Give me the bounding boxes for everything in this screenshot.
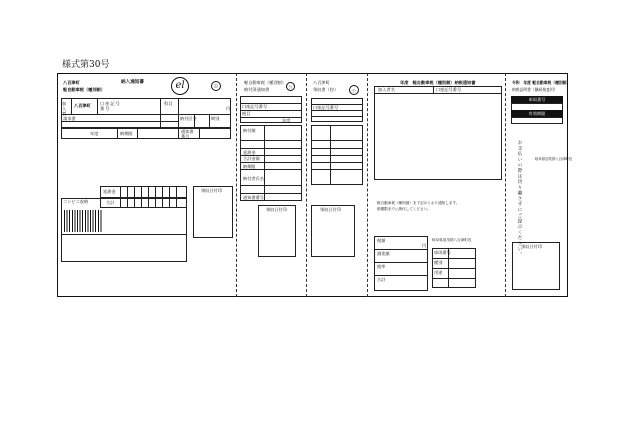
- notice-amount-yen: 円: [422, 243, 427, 248]
- notice-purpose-label: 用途: [434, 270, 443, 275]
- certificate-validity-label: 有効期限: [511, 110, 563, 117]
- certificate-vehicle-no-label: 車両番号: [511, 96, 563, 103]
- slip1-title: 納入通知書: [121, 80, 144, 85]
- perforation-4: [505, 73, 506, 297]
- notice-header-table: [374, 86, 502, 180]
- slip1-account-label: 口座記号番号: [100, 101, 121, 111]
- slip1-year-label: 年度: [90, 131, 99, 136]
- notice-vehicle-label: 車両番号: [434, 250, 451, 255]
- slip1-notice-no-label: 通知書番号: [181, 129, 194, 139]
- certificate-receipt-stamp-label: 領収日付印: [521, 244, 542, 249]
- slip2-year-label: 年度: [282, 118, 291, 123]
- notice-account-label: 口座記号番号: [436, 87, 462, 92]
- slip1-tax-name: 軽自動車税（種別割）: [63, 87, 105, 92]
- slip2-seal-icon: 公: [286, 82, 295, 91]
- slip2-receipt-stamp-label: 領収日付印: [266, 207, 287, 212]
- form-number: 様式第30号: [62, 60, 110, 70]
- certificate-title: 令和 年度 軽自動車税（種別割）: [512, 80, 571, 85]
- slip3-account-label: 口座記号番号: [313, 105, 339, 110]
- notice-note-2: 納期限までに納付してください。: [377, 207, 431, 211]
- notice-name-label: 加入者名: [378, 87, 395, 92]
- notice-total-label: 合計: [377, 277, 386, 282]
- slip2-notice-no-label: 通知書番号: [243, 195, 264, 200]
- perforation-3: [367, 73, 368, 297]
- slip2-title: 納付済通知書: [244, 87, 270, 92]
- notice-issuer: 岐阜県加茂郡八百津町長: [432, 238, 472, 242]
- slip1-year-row: [61, 128, 231, 139]
- certificate-receipt-stamp-box: [512, 242, 560, 290]
- slip2-tax-name: 軽自動車税（種別割）: [244, 80, 286, 85]
- slip2-due-label: 納期限: [243, 164, 256, 169]
- slip2-principal-label: 延滞金: [243, 150, 256, 155]
- certificate-subtitle: 納税証明書（継続検査用）: [512, 87, 558, 92]
- slip1-section-label: 納付区分: [180, 116, 197, 121]
- slip1-invoice-label: 請求書: [63, 116, 76, 121]
- slip3-receipt-stamp-box: [311, 205, 355, 257]
- perforation-2: [306, 73, 307, 297]
- convenience-barcode-area: [64, 210, 102, 232]
- slip1-period-label: 期別: [211, 116, 220, 121]
- notice-rate-label: 税率: [377, 264, 386, 269]
- slip2-account-label: 口座記号番号: [242, 104, 268, 109]
- certificate-issuer: 岐阜県加茂郡八百津町長: [535, 157, 573, 161]
- slip1-category-label: 科目: [164, 101, 173, 106]
- notice-type-label: 種別: [434, 260, 443, 265]
- slip2-receipt-stamp-box: [258, 205, 296, 257]
- slip3-title: 領収書（控）: [313, 87, 339, 92]
- perforation-1: [236, 73, 237, 297]
- notice-subsidy-label: 減免額: [377, 251, 390, 256]
- slip1-principal-label: 延滞金: [103, 189, 116, 194]
- slip1-total-label: 合計: [106, 200, 115, 205]
- slip1-subscriber-name: 八百津町: [74, 103, 91, 108]
- official-seal-icon: 公: [211, 81, 221, 91]
- slip1-subscriber-label: 加入者: [62, 101, 67, 116]
- el-logo-icon: el: [171, 77, 189, 95]
- slip1-city: 八百津町: [63, 80, 80, 85]
- certificate-vertical-notice: お支払いの際は切り離さずにご提示ください。: [517, 140, 522, 258]
- slip1-receipt-stamp-label: 領収日付印: [201, 188, 222, 193]
- slip2-amount-label: 納付額: [243, 128, 256, 133]
- slip1-due-label: 納期限: [120, 131, 133, 136]
- slip3-seal-icon: 公: [349, 85, 359, 95]
- slip2-total-label: 合計金額: [243, 156, 260, 161]
- slip1-convenience-label: コンビニ収納: [63, 199, 89, 204]
- notice-note-1: 軽自動車税（種別割）を下記のとおり通知します。: [377, 201, 460, 205]
- slip2-amount-table: [240, 125, 302, 201]
- slip1-receipt-stamp-box: [193, 186, 233, 238]
- slip1-amount-yen: 円: [226, 106, 231, 111]
- slip2-payer-label: 納付者氏名: [243, 176, 264, 181]
- slip2-category-label: 税目: [242, 111, 251, 116]
- notice-tax-label: 税額: [377, 238, 386, 243]
- slip3-city: 八百津町: [313, 80, 330, 85]
- notice-title: 年度 軽自動車税（種別割）納税通知書: [400, 80, 476, 85]
- slip3-receipt-stamp-label: 領収日付印: [320, 207, 341, 212]
